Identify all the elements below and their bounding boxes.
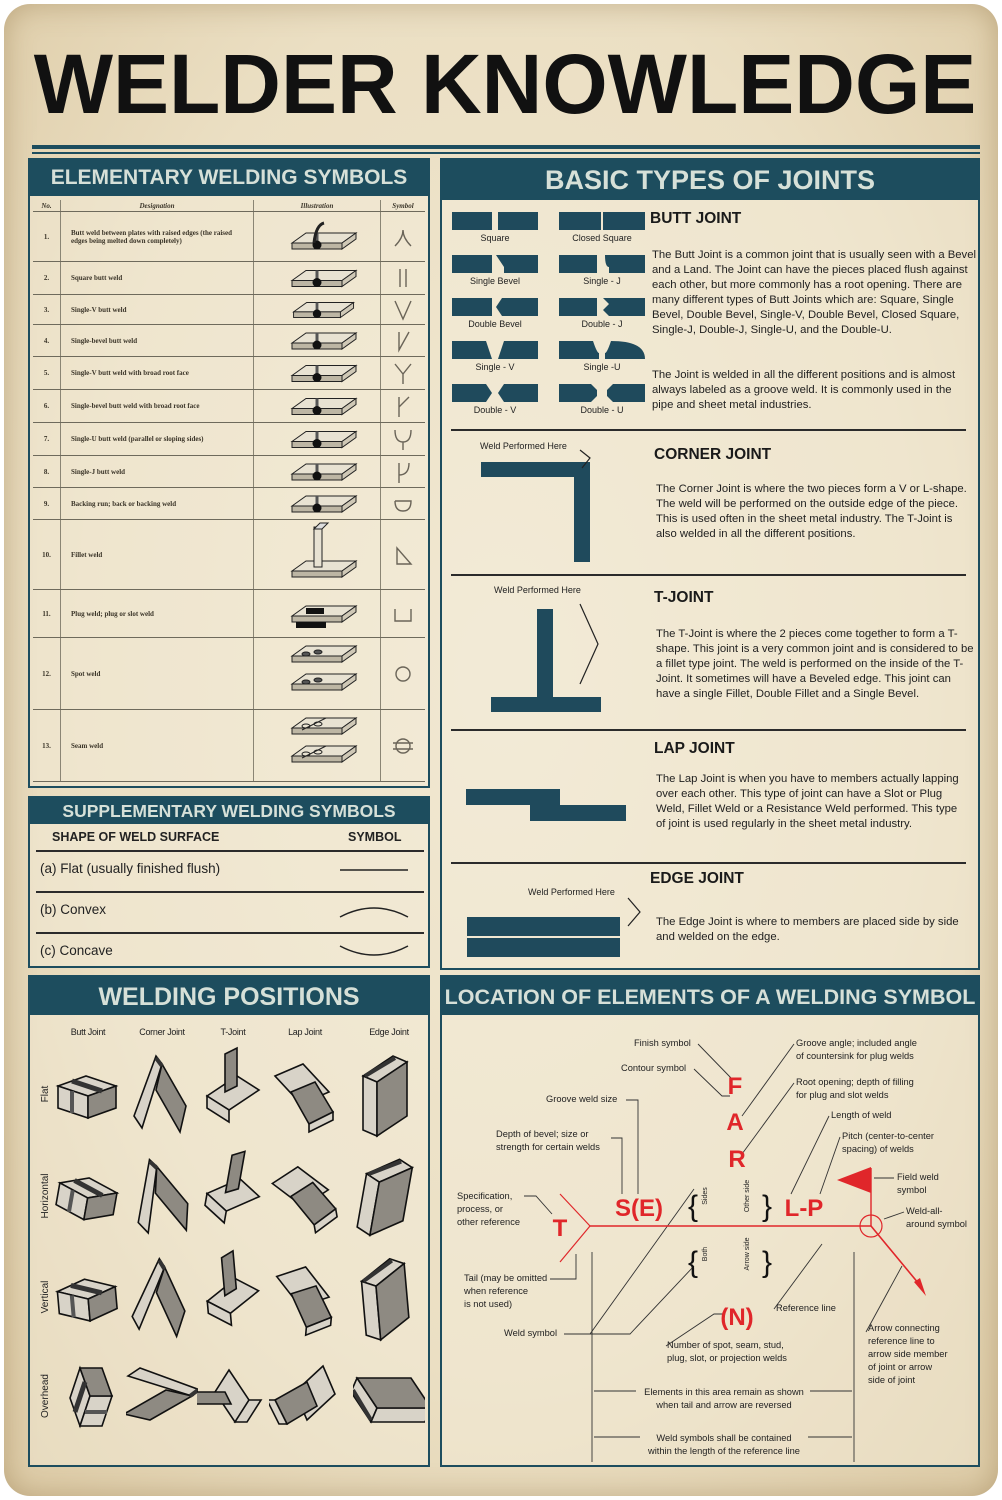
corner-plate-horizontal xyxy=(481,462,589,477)
t-plate-vertical xyxy=(537,609,553,697)
convex-surface-icon xyxy=(336,901,414,923)
position-column-label: Corner Joint xyxy=(139,1027,185,1037)
single-j-symbol-icon xyxy=(391,459,415,485)
elementary-header: ELEMENTARY WELDING SYMBOLS xyxy=(30,160,428,196)
divider xyxy=(36,891,424,893)
table-row xyxy=(33,590,425,638)
row-number: 1. xyxy=(33,212,61,261)
column-header: No. xyxy=(33,200,61,211)
table-row xyxy=(33,212,425,262)
row-illustration xyxy=(254,590,381,637)
square-symbol-icon xyxy=(391,265,415,291)
weld-pointer-icon xyxy=(576,448,596,472)
row-symbol xyxy=(381,488,425,519)
contained1-label: Weld symbols shall be contained xyxy=(656,1433,792,1443)
number1-label: Number of spot, seam, stud, xyxy=(667,1340,784,1350)
row-illustration xyxy=(254,710,381,781)
weld-pointer-icon xyxy=(574,600,604,690)
weld-position-illustration-icon xyxy=(269,1046,341,1142)
other-side-label: Other side xyxy=(744,1179,751,1213)
single-u-symbol-icon xyxy=(391,426,415,452)
size-letter: S(E) xyxy=(615,1195,663,1222)
weld-position-illustration-icon xyxy=(269,1148,341,1244)
tail-letter: T xyxy=(552,1215,568,1242)
weld-position-illustration-icon xyxy=(353,1148,425,1244)
row-symbol xyxy=(381,325,425,356)
weld-illustration-icon xyxy=(272,640,362,708)
row-number: 6. xyxy=(33,390,61,422)
finish-letter: F xyxy=(727,1073,743,1100)
weld-illustration-icon xyxy=(272,590,362,638)
weld-surface-label: (a) Flat (usually finished flush) xyxy=(40,861,221,876)
column-header: Illustration xyxy=(254,200,381,211)
weld-position-illustration-icon xyxy=(126,1348,198,1444)
around1-label: Weld-all- xyxy=(906,1206,943,1216)
butt-joint-type-label: Double - U xyxy=(580,405,624,415)
row-illustration xyxy=(254,520,381,589)
pitch2-label: spacing) of welds xyxy=(842,1144,914,1154)
row-illustration xyxy=(254,456,381,487)
supplementary-panel xyxy=(28,796,430,968)
row-symbol xyxy=(381,423,425,455)
weld-position-illustration-icon xyxy=(353,1046,425,1142)
depth1-label: Depth of bevel; size or xyxy=(496,1129,589,1139)
row-symbol xyxy=(381,357,425,389)
edge-weld-label: Weld Performed Here xyxy=(528,887,615,897)
groove_size-label: Groove weld size xyxy=(546,1094,618,1104)
weld-pointer-icon xyxy=(624,896,644,930)
supplementary-header: SUPPLEMENTARY WELDING SYMBOLS xyxy=(30,798,428,824)
weld-illustration-icon xyxy=(272,212,362,262)
row-number: 3. xyxy=(33,295,61,324)
elements2-label: when tail and arrow are reversed xyxy=(656,1400,792,1410)
t-joint-text: The T-Joint is where the 2 pieces come together to form a T-shape. This joint is a very common joint and is considered to be a fillet type joint. The weld is performed on the inside of the T-Joint. It sometimes will have a Beveled edge. This joint can have a single Fillet, Double Fillet and a Single Bevel. xyxy=(656,628,974,700)
arrow1-label: Arrow connecting xyxy=(868,1323,940,1333)
row-designation: Plug weld; plug or slot weld xyxy=(61,590,254,637)
arrow4-label: of joint or arrow xyxy=(868,1362,933,1372)
weld-illustration-icon xyxy=(272,521,362,589)
position-column-label: T-Joint xyxy=(220,1027,246,1037)
row-number: 4. xyxy=(33,325,61,356)
table-row xyxy=(33,295,425,325)
spot-symbol-icon xyxy=(391,661,415,687)
symbol-column-header: SYMBOL xyxy=(348,830,402,844)
edge-plate-bottom xyxy=(467,938,620,957)
both-label: Both xyxy=(702,1246,709,1262)
t-weld-label: Weld Performed Here xyxy=(494,585,581,595)
single-v-symbol-icon xyxy=(391,297,415,323)
edge-joint-title: EDGE JOINT xyxy=(650,870,744,887)
butt-joint-type-diagram xyxy=(452,298,538,329)
elements1-label: Elements in this area remain as shown xyxy=(644,1387,804,1397)
weld-illustration-icon xyxy=(272,423,362,456)
length-pitch-letter: L-P xyxy=(784,1195,824,1222)
contour-label: Contour symbol xyxy=(621,1063,687,1073)
position-row-label: Overhead xyxy=(40,1374,51,1418)
butt-joint-type-diagram xyxy=(559,255,645,286)
butt-joint-type-diagram xyxy=(559,341,645,372)
row-designation: Backing run; back or backing weld xyxy=(61,488,254,519)
weld-illustration-icon xyxy=(272,712,362,780)
weld-position-illustration-icon xyxy=(126,1046,198,1142)
row-symbol xyxy=(381,295,425,324)
weld-position-illustration-icon xyxy=(126,1148,198,1244)
butt-joint-type-label: Single Bevel xyxy=(469,276,521,286)
butt-joint-title: BUTT JOINT xyxy=(650,210,742,227)
plug-symbol-icon xyxy=(391,601,415,627)
lap-joint-title: LAP JOINT xyxy=(654,740,735,757)
row-symbol xyxy=(381,212,425,261)
table-row xyxy=(33,325,425,357)
row-designation: Single-V butt weld xyxy=(61,295,254,324)
elementary-symbols-panel xyxy=(28,158,430,788)
position-row-label: Horizontal xyxy=(40,1173,51,1219)
row-illustration xyxy=(254,295,381,324)
corner-joint-title: CORNER JOINT xyxy=(654,446,772,463)
weld-illustration-icon xyxy=(272,390,362,423)
table-row xyxy=(33,638,425,710)
weld-position-illustration-icon xyxy=(269,1249,341,1345)
divider xyxy=(451,429,966,431)
weld-position-illustration-icon xyxy=(197,1148,269,1244)
root-letter: R xyxy=(728,1146,746,1173)
divider xyxy=(451,729,966,731)
butt-joint-text-2: The Joint is welded in all the different positions and is almost always labeled as a groove weld. It is commonly used in the pipe and sheet metal industries. xyxy=(652,369,956,411)
root2-label: for plug and slot welds xyxy=(796,1090,889,1100)
weld-position-illustration-icon xyxy=(269,1348,341,1444)
weld-illustration-icon xyxy=(272,357,362,390)
row-designation: Fillet weld xyxy=(61,520,254,589)
arrow3-label: arrow side member xyxy=(868,1349,948,1359)
table-row xyxy=(33,423,425,456)
weld-illustration-icon xyxy=(272,325,362,357)
divider xyxy=(36,932,424,934)
butt-joint-type-label: Single - V xyxy=(475,362,515,372)
butt-joint-type-label: Double - J xyxy=(581,319,623,329)
weld-position-illustration-icon xyxy=(126,1249,198,1345)
butt-joint-type-diagram xyxy=(452,255,538,286)
contained2-label: within the length of the reference line xyxy=(648,1446,800,1456)
table-row xyxy=(33,390,425,423)
weld-position-illustration-icon xyxy=(52,1148,124,1244)
weld-illustration-icon xyxy=(272,262,362,295)
row-illustration xyxy=(254,325,381,356)
length-label: Length of weld xyxy=(831,1110,892,1120)
spec2-label: process, or xyxy=(457,1204,503,1214)
row-number: 11. xyxy=(33,590,61,637)
row-designation: Single-U butt weld (parallel or sloping sides) xyxy=(61,423,254,455)
position-column-label: Edge Joint xyxy=(369,1027,409,1037)
butt-joint-type-label: Square xyxy=(480,233,510,243)
location-header: LOCATION OF ELEMENTS OF A WELDING SYMBOL xyxy=(442,977,978,1015)
divider xyxy=(451,574,966,576)
divider xyxy=(36,850,424,852)
raised-edge-symbol-icon xyxy=(391,224,415,250)
row-number: 12. xyxy=(33,638,61,709)
svg-text:}: } xyxy=(762,1246,773,1279)
page-title: WELDER KNOWLEDGE xyxy=(33,37,977,131)
angle2-label: of countersink for plug welds xyxy=(796,1051,914,1061)
lap-plate-top xyxy=(466,789,560,805)
refline-label: Reference line xyxy=(776,1303,836,1313)
fillet-symbol-icon xyxy=(391,542,415,568)
field-weld-flag-icon xyxy=(837,1167,871,1193)
corner-weld-label: Weld Performed Here xyxy=(480,441,567,451)
column-header: Designation xyxy=(61,200,254,211)
row-number: 13. xyxy=(33,710,61,781)
row-designation: Square butt weld xyxy=(61,262,254,294)
title-rule xyxy=(32,145,980,149)
row-number: 5. xyxy=(33,357,61,389)
svg-text:}: } xyxy=(762,1190,773,1223)
weld_symbol-label: Weld symbol xyxy=(504,1328,558,1338)
row-symbol xyxy=(381,638,425,709)
position-row-label: Flat xyxy=(40,1085,51,1103)
weld-illustration-icon xyxy=(272,488,362,520)
row-designation: Single-V butt weld with broad root face xyxy=(61,357,254,389)
root1-label: Root opening; depth of filling xyxy=(796,1077,914,1087)
table-header-row xyxy=(33,200,425,212)
row-number: 2. xyxy=(33,262,61,294)
weld-position-illustration-icon xyxy=(197,1249,269,1345)
concave-surface-icon xyxy=(336,942,414,964)
sides-label: Sides xyxy=(702,1187,709,1205)
row-designation: Spot weld xyxy=(61,638,254,709)
weld-position-illustration-icon xyxy=(197,1046,269,1142)
lap-joint-text: The Lap Joint is when you have to members actually lapping over each other. This type of joint can have a Slot or Plug Weld, Fillet Weld or a Resistance Weld performed. This type of joint is used regularly in the sheet metal industry. xyxy=(656,773,959,830)
svg-text:{: { xyxy=(688,1246,699,1279)
butt-joint-type-diagram xyxy=(452,384,538,415)
butt-joint-type-diagram xyxy=(559,212,645,243)
butt-joint-type-label: Single -U xyxy=(583,362,621,372)
table-row xyxy=(33,357,425,390)
tail2-label: when reference xyxy=(464,1286,529,1296)
svg-text:{: { xyxy=(688,1190,699,1223)
backing-symbol-icon xyxy=(391,491,415,517)
weld-position-illustration-icon xyxy=(52,1249,124,1345)
table-row xyxy=(33,262,425,295)
number2-label: plug, slot, or projection welds xyxy=(667,1353,787,1363)
around2-label: around symbol xyxy=(906,1219,967,1229)
angle-letter: A xyxy=(726,1109,744,1136)
weld-illustration-icon xyxy=(272,456,362,488)
position-column-label: Lap Joint xyxy=(288,1027,322,1037)
tail3-label: is not used) xyxy=(464,1299,513,1309)
positions-header: WELDING POSITIONS xyxy=(30,977,428,1015)
edge-plate-top xyxy=(467,917,620,936)
lap-plate-bottom xyxy=(530,805,626,821)
row-designation: Single-bevel butt weld with broad root face xyxy=(61,390,254,422)
row-symbol xyxy=(381,390,425,422)
row-designation: Seam weld xyxy=(61,710,254,781)
angle1-label: Groove angle; included angle xyxy=(796,1038,917,1048)
row-number: 7. xyxy=(33,423,61,455)
butt-joint-type-diagram xyxy=(559,384,645,415)
butt-joint-type-label: Single - J xyxy=(583,276,621,286)
row-symbol xyxy=(381,456,425,487)
tail1-label: Tail (may be omitted xyxy=(464,1273,548,1283)
pitch1-label: Pitch (center-to-center xyxy=(842,1131,934,1141)
row-illustration xyxy=(254,357,381,389)
t-joint-title: T-JOINT xyxy=(654,589,714,606)
poster xyxy=(4,4,998,1496)
butt-joint-types-diagram xyxy=(444,204,649,429)
single-bevel-root-symbol-icon xyxy=(391,393,415,419)
row-number: 9. xyxy=(33,488,61,519)
row-symbol xyxy=(381,520,425,589)
row-symbol xyxy=(381,710,425,781)
spec1-label: Specification, xyxy=(457,1191,513,1201)
butt-joint-type-diagram xyxy=(452,212,538,243)
butt-joint-type-label: Double - V xyxy=(473,405,517,415)
title-rule-thin xyxy=(32,152,980,154)
depth2-label: strength for certain welds xyxy=(496,1142,600,1152)
butt-joint-type-label: Double Bevel xyxy=(468,319,522,329)
seam-symbol-icon xyxy=(391,733,415,759)
weld-position-illustration-icon xyxy=(52,1046,124,1142)
table-row xyxy=(33,488,425,520)
weld-position-illustration-icon xyxy=(197,1348,269,1444)
butt-joint-type-diagram xyxy=(559,298,645,329)
weld-position-illustration-icon xyxy=(353,1348,425,1444)
row-number: 10. xyxy=(33,520,61,589)
row-illustration xyxy=(254,638,381,709)
edge-joint-text: The Edge Joint is where to members are placed side by side and welded on the edge. xyxy=(656,916,959,943)
flat-surface-icon xyxy=(336,860,414,882)
column-header: Symbol xyxy=(392,201,414,210)
divider xyxy=(451,862,966,864)
row-illustration xyxy=(254,212,381,261)
number-letter: (N) xyxy=(720,1304,754,1331)
weld-surface-label: (c) Concave xyxy=(40,943,113,958)
corner-plate-vertical xyxy=(574,462,590,562)
row-symbol xyxy=(381,262,425,294)
row-designation: Single-J butt weld xyxy=(61,456,254,487)
weld-surface-label: (b) Convex xyxy=(40,902,107,917)
row-symbol xyxy=(381,590,425,637)
arrow2-label: reference line to xyxy=(868,1336,935,1346)
finish-label: Finish symbol xyxy=(634,1038,691,1048)
position-row-label: Vertical xyxy=(40,1280,51,1314)
row-illustration xyxy=(254,262,381,294)
weld-illustration-icon xyxy=(272,295,362,325)
corner-joint-text: The Corner Joint is where the two pieces form a V or L-shape. The weld will be performed on the outside edge of the piece. This is used often in the sheet metal industry. The T-Joint is also welded in all the different positions. xyxy=(656,483,967,540)
butt-joint-type-label: Closed Square xyxy=(572,233,632,243)
table-row xyxy=(33,520,425,590)
weld-position-illustration-icon xyxy=(353,1249,425,1345)
welding-symbol-diagram xyxy=(444,1016,979,1466)
field1-label: Field weld xyxy=(897,1172,939,1182)
row-designation: Butt weld between plates with raised edges (the raised edges being melted down completely) xyxy=(61,212,254,261)
joints-header: BASIC TYPES OF JOINTS xyxy=(442,160,978,200)
table-row xyxy=(33,710,425,782)
arrow-side-label: Arrow side xyxy=(744,1237,751,1271)
shape-column-header: SHAPE OF WELD SURFACE xyxy=(52,830,220,844)
butt-joint-type-diagram xyxy=(452,341,538,372)
field2-label: symbol xyxy=(897,1185,927,1195)
row-designation: Single-bevel butt weld xyxy=(61,325,254,356)
row-illustration xyxy=(254,488,381,519)
weld-position-illustration-icon xyxy=(52,1348,124,1444)
single-bevel-symbol-icon xyxy=(391,328,415,354)
row-number: 8. xyxy=(33,456,61,487)
arrow5-label: side of joint xyxy=(868,1375,916,1385)
table-row xyxy=(33,456,425,488)
spec3-label: other reference xyxy=(457,1217,521,1227)
butt-joint-text-1: The Butt Joint is a common joint that is usually seen with a Bevel and a Land. The Joint can have the pieces placed flush against each other, but more commonly has a root opening. There are many different types of Butt Joints which are: Square, Single Bevel, Double Bevel, Single-V, Double Bevel, Closed Square, Single-J, Double-J, Single-U, and the Double-U. xyxy=(652,249,977,336)
position-column-label: Butt Joint xyxy=(70,1027,106,1037)
row-illustration xyxy=(254,423,381,455)
single-v-root-symbol-icon xyxy=(391,360,415,386)
row-illustration xyxy=(254,390,381,422)
t-plate-base xyxy=(491,697,601,712)
